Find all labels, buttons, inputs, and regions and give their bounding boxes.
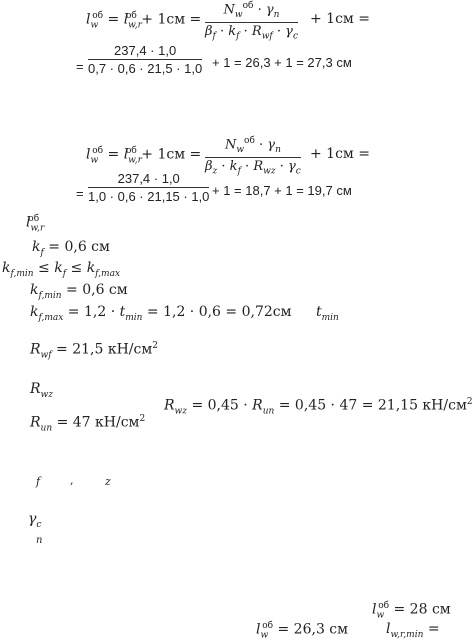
eq2b-rhs: + 1 = 18,7 + 1 = 19,7 см xyxy=(212,183,352,198)
kfmax-line: $k_{f,max} = 1,2 \cdot t_{min} = 1,2 \cdot 0,6 = 0,72см$ xyxy=(30,304,292,323)
lw26-line: $l_w^{об} = 26,3$ см xyxy=(256,621,349,640)
eq1b-eq: = xyxy=(76,59,84,74)
eq2-fraction: $N_w^{об} \cdot \gamma_n$ $\beta_z \cdot k_f \cdot R_{wz} \cdot \gamma_c$ xyxy=(205,136,301,177)
rwf-line: $R_{wf} = 21,5$ $кН/см^2$ xyxy=(30,341,158,361)
comma-symbol: , xyxy=(70,474,74,487)
lw28-line: $l_w^{об} = 28$ см xyxy=(372,601,451,621)
kf-range-line: $k_{f,min} \le k_f \le k_{f,max}$ xyxy=(2,260,121,279)
lwr-symbol: $l_{w,r}^{об}$ xyxy=(26,214,45,234)
eq1b-fraction: 237,4 · 1,0 0,7 · 0,6 · 21,5 · 1,0 xyxy=(88,43,203,76)
eq2-rhs: + 1см = xyxy=(310,146,370,162)
eq2-lhs: $l_w^{об} = l_{w,r}^{об} + 1см$ = xyxy=(86,146,202,166)
kf-line: $k_f = 0,6$ см xyxy=(32,239,110,258)
lwrmin-line: $l_{w,r,min}$ = xyxy=(386,621,440,640)
eq1-fraction: $N_w^{об} \cdot \gamma_n$ $\beta_f \cdot k_f \cdot R_{wf} \cdot \gamma_c$ xyxy=(205,1,298,42)
n-symbol: n xyxy=(36,535,43,546)
rwz-symbol: $R_{wz}$ xyxy=(30,381,53,400)
run-line: $R_{un} = 47$ $кН/см^2$ xyxy=(30,414,146,434)
tmin-symbol: $t_{min}$ xyxy=(316,304,339,323)
eq1-lhs: $l_w^{об} = l_{w,r}^{об} + 1см$ = xyxy=(86,11,202,31)
eq1b-rhs: + 1 = 26,3 + 1 = 27,3 см xyxy=(212,55,352,70)
eq1-rhs: + 1см = xyxy=(310,11,370,27)
eq2b-eq: = xyxy=(76,186,84,201)
gc-symbol: $\gamma_c$ xyxy=(28,511,42,530)
rwz-formula: $R_{wz} = 0,45 \cdot R_{un} = 0,45 \cdot 47 = 21,15$ $кН/см^2$ xyxy=(164,397,473,417)
kfmin-line: $k_{f,min} = 0,6$ см xyxy=(30,282,128,301)
z-symbol: z xyxy=(105,475,111,488)
f-symbol: f xyxy=(36,475,41,488)
eq2b-fraction: 237,4 · 1,0 1,0 · 0,6 · 21,15 · 1,0 xyxy=(88,171,210,204)
